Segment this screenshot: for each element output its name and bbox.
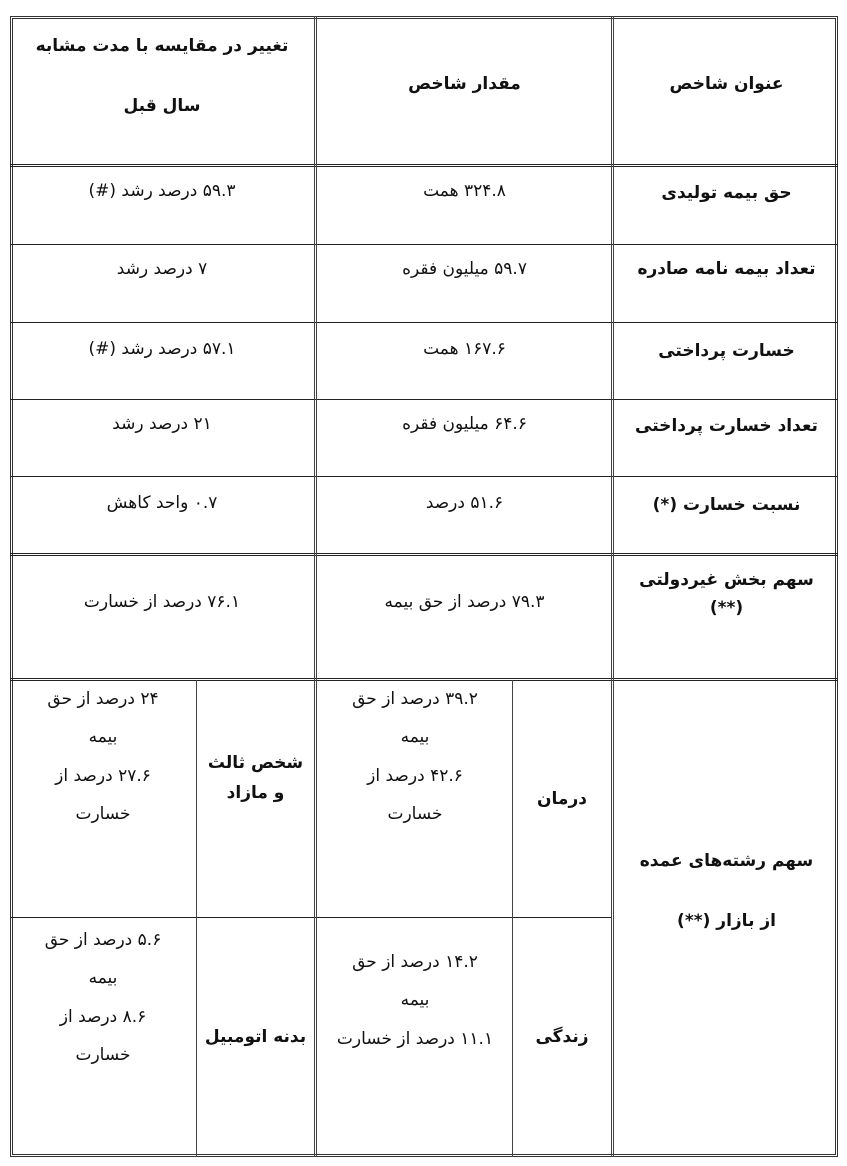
row-2-value-cell xyxy=(318,245,611,322)
row-1-change: ۵۹.۳ درصد رشد (#) xyxy=(88,181,236,201)
row-2-title-cell xyxy=(615,245,838,322)
row-1-value-cell xyxy=(318,167,611,244)
line-name-health-cell xyxy=(513,681,611,917)
line-value-life-2: بیمه xyxy=(400,990,430,1011)
row-2-title: تعداد بیمه نامه صادره xyxy=(637,259,816,279)
row-5-value: ۵۱.۶ درصد xyxy=(425,493,504,513)
line-value-life-cell xyxy=(318,918,512,1157)
row-3-title-cell xyxy=(615,323,838,399)
line-value-third-party-cell xyxy=(10,681,196,917)
row-2-change: ۷ درصد رشد xyxy=(116,259,208,279)
header-value: مقدار شاخص xyxy=(408,74,521,94)
line-name-life-cell xyxy=(513,918,611,1157)
header-title-cell xyxy=(615,16,838,164)
line-value-third-party-1: ۲۴ درصد از حق xyxy=(47,689,159,709)
row-4-value-cell xyxy=(318,400,611,476)
line-name-third-party-1: شخص ثالث xyxy=(207,753,304,773)
header-change-line2: سال قبل xyxy=(123,96,201,117)
row-4-value: ۶۴.۶ میلیون فقره xyxy=(402,414,527,434)
line-name-health: درمان xyxy=(537,788,587,809)
row-4-change: ۲۱ درصد رشد xyxy=(112,414,212,434)
row-6-change-cell xyxy=(10,556,314,678)
row-6-title-line1: سهم بخش غیردولتی xyxy=(639,570,814,590)
line-value-health-2: بیمه xyxy=(400,727,430,748)
col-divider-2 xyxy=(611,16,614,1157)
line-value-health-3: ۴۲.۶ درصد از xyxy=(367,765,463,786)
row-3-value: ۱۶۷.۶ همت xyxy=(423,339,506,359)
major-lines-title-line2: از بازار (**) xyxy=(677,911,776,932)
line-value-third-party-2: بیمه xyxy=(88,727,118,748)
row-3-title: خسارت پرداختی xyxy=(658,341,795,361)
row-3-change-cell xyxy=(10,323,314,399)
row-4-change-cell xyxy=(10,400,314,476)
row-6-value-cell xyxy=(318,556,611,678)
header-title: عنوان شاخص xyxy=(669,74,784,94)
line-value-auto-body-4: خسارت xyxy=(75,1045,131,1066)
line-value-life-1: ۱۴.۲ درصد از حق xyxy=(352,952,478,972)
row-4-title: تعداد خسارت پرداختی xyxy=(635,416,818,436)
row-5-title: نسبت خسارت (*) xyxy=(652,495,801,515)
row-4-title-cell xyxy=(615,400,838,476)
row-6-change: ۷۶.۱ درصد از خسارت xyxy=(83,592,241,612)
row-6-value: ۷۹.۳ درصد از حق بیمه xyxy=(384,592,545,612)
row-1-change-cell xyxy=(10,167,314,244)
row-5-change-cell xyxy=(10,477,314,553)
row-2-change-cell xyxy=(10,245,314,322)
line-value-health-cell xyxy=(318,681,512,917)
line-name-auto-body-cell xyxy=(197,918,314,1157)
line-value-life-3: ۱۱.۱ درصد از خسارت xyxy=(336,1028,494,1049)
line-name-auto-body: بدنه اتومبیل xyxy=(204,1027,307,1048)
row-5-title-cell xyxy=(615,477,838,553)
major-lines-title-line1: سهم رشته‌های عمده xyxy=(639,851,814,871)
row-5-value-cell xyxy=(318,477,611,553)
col-divider-1 xyxy=(314,16,317,1157)
line-name-third-party-2: و مازاد xyxy=(226,783,285,804)
major-lines-title-cell xyxy=(615,681,838,1157)
line-name-third-party-cell xyxy=(197,681,314,917)
row-3-value-cell xyxy=(318,323,611,399)
line-value-auto-body-2: بیمه xyxy=(88,968,118,989)
row-5-change: ۰.۷ واحد کاهش xyxy=(106,493,218,513)
line-value-third-party-3: ۲۷.۶ درصد از xyxy=(55,765,151,786)
row-1-title-cell xyxy=(615,167,838,244)
row-6-title-cell xyxy=(615,556,838,678)
row-1-title: حق بیمه تولیدی xyxy=(661,183,792,203)
row-2-value: ۵۹.۷ میلیون فقره xyxy=(402,259,527,279)
line-value-third-party-4: خسارت xyxy=(75,804,131,825)
row-6-title-line2: (**) xyxy=(709,598,744,619)
line-value-auto-body-1: ۵.۶ درصد از حق xyxy=(44,930,162,950)
line-value-health-1: ۳۹.۲ درصد از حق xyxy=(352,689,478,709)
line-value-auto-body-cell xyxy=(10,918,196,1157)
header-value-cell xyxy=(318,16,611,164)
row-1-value: ۳۲۴.۸ همت xyxy=(423,181,506,201)
line-name-life: زندگی xyxy=(535,1027,589,1048)
row-3-change: ۵۷.۱ درصد رشد (#) xyxy=(88,339,236,359)
header-change-cell xyxy=(10,16,314,164)
line-value-auto-body-3: ۸.۶ درصد از xyxy=(59,1006,147,1027)
header-change-line1: تغییر در مقایسه با مدت مشابه xyxy=(35,36,289,56)
line-value-health-4: خسارت xyxy=(387,804,443,825)
